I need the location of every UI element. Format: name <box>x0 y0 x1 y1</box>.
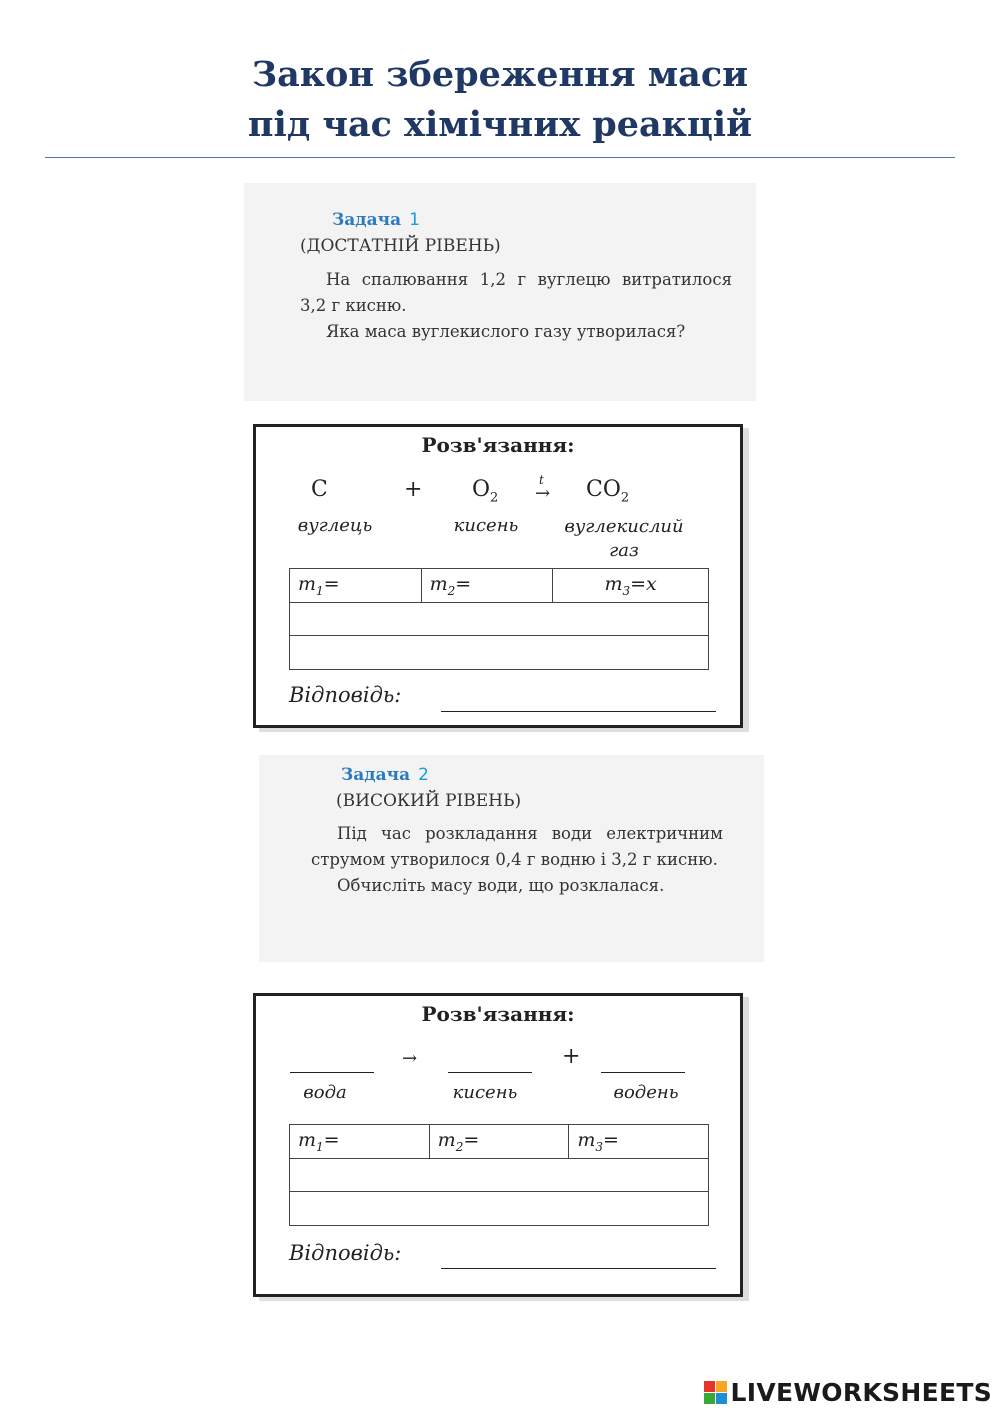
reactant-carbon: C <box>311 477 328 502</box>
solution-2-table <box>289 1124 709 1226</box>
product-co2 <box>586 477 629 505</box>
task-2-title <box>341 765 429 785</box>
name-carbon: вуглець <box>297 515 373 536</box>
calculation-row-1[interactable] <box>290 1158 709 1192</box>
solution-1-table <box>289 568 709 670</box>
task-1-text <box>300 267 732 345</box>
title-line-2: під час хімічних реакцій <box>247 104 753 145</box>
logo-square <box>716 1393 727 1404</box>
reaction-arrow <box>535 473 551 504</box>
task-2-number: 2 <box>418 765 429 785</box>
mass-3-cell[interactable]: $m_3=$ <box>569 1125 709 1159</box>
co2-symbol: CO <box>586 477 621 502</box>
solution-2-header: Розв'язання: <box>421 1002 575 1026</box>
task-1-level: (ДОСТАТНІЙ РІВЕНЬ) <box>300 236 501 256</box>
reactant-oxygen <box>472 477 498 505</box>
plus-sign: + <box>562 1044 581 1069</box>
oxygen-symbol: O <box>472 477 491 502</box>
logo-square <box>704 1381 715 1392</box>
mass-2-cell[interactable]: $m_2=$ <box>429 1125 569 1159</box>
task-1-paragraph-2: Яка маса вуглекислого газу утворилася? <box>326 322 686 341</box>
title-divider <box>45 157 955 158</box>
table-row <box>290 636 709 670</box>
liveworksheets-logo-icon <box>704 1381 727 1404</box>
name-oxygen: кисень <box>452 1082 518 1103</box>
table-row <box>290 1192 709 1226</box>
arrow-symbol: → <box>535 483 551 504</box>
name-co2-line-2: газ <box>609 540 639 561</box>
blank-hydrogen-formula[interactable] <box>601 1072 685 1073</box>
title-line-1: Закон збереження маси <box>251 54 749 95</box>
calculation-row-1[interactable] <box>290 602 709 636</box>
page-title <box>0 50 1000 150</box>
reaction-arrow: → <box>402 1048 418 1069</box>
name-water: вода <box>303 1082 347 1103</box>
solution-1-header: Розв'язання: <box>421 433 575 457</box>
blank-water-formula[interactable] <box>290 1072 374 1073</box>
name-hydrogen: водень <box>613 1082 679 1103</box>
table-row <box>290 602 709 636</box>
task-1-paragraph-1: На спалювання 1,2 г вуглецю витратилося 3,2 г кисню. <box>300 270 732 315</box>
name-co2-line-1: вуглекислий <box>564 516 684 537</box>
task-2-level: (ВИСОКИЙ РІВЕНЬ) <box>336 791 522 811</box>
solution-1-box <box>253 424 743 728</box>
name-carbon-dioxide <box>554 515 694 563</box>
liveworksheets-brand <box>704 1378 992 1407</box>
table-row <box>290 569 709 603</box>
name-oxygen: кисень <box>453 515 519 536</box>
mass-1-cell[interactable]: $m_1=$ <box>290 1125 430 1159</box>
brand-text: LIVEWORKSHEETS <box>730 1378 992 1407</box>
plus-sign: + <box>404 477 423 502</box>
task-2-paragraph-1: Під час розкладання води електричним струмом утворилося 0,4 г водню і 3,2 г кисню. <box>311 824 723 869</box>
mass-3-cell[interactable]: $m_3=x$ <box>553 569 709 603</box>
table-row <box>290 1158 709 1192</box>
mass-2-cell[interactable]: $m_2=$ <box>421 569 553 603</box>
task-1-title <box>332 210 420 230</box>
answer-field[interactable] <box>441 1268 716 1269</box>
blank-oxygen-formula[interactable] <box>448 1072 532 1073</box>
solution-2-box <box>253 993 743 1297</box>
task-1-statement <box>244 183 756 401</box>
calculation-row-2[interactable] <box>290 636 709 670</box>
co2-subscript: 2 <box>620 490 630 506</box>
table-row <box>290 1125 709 1159</box>
task-1-number: 1 <box>409 210 420 230</box>
task-2-label: Задача <box>341 765 411 785</box>
logo-square <box>716 1381 727 1392</box>
arrow-temperature-label: t <box>539 473 544 487</box>
oxygen-subscript: 2 <box>490 490 499 506</box>
task-1-label: Задача <box>332 210 402 230</box>
task-2-paragraph-2: Обчисліть масу води, що розклалася. <box>337 876 665 895</box>
task-2-text <box>311 821 723 899</box>
answer-label: Відповідь: <box>289 1241 402 1265</box>
answer-label: Відповідь: <box>289 683 402 707</box>
mass-1-cell[interactable]: $m_1=$ <box>290 569 422 603</box>
calculation-row-2[interactable] <box>290 1192 709 1226</box>
logo-square <box>704 1393 715 1404</box>
task-2-statement <box>259 755 764 962</box>
answer-field[interactable] <box>441 711 716 712</box>
